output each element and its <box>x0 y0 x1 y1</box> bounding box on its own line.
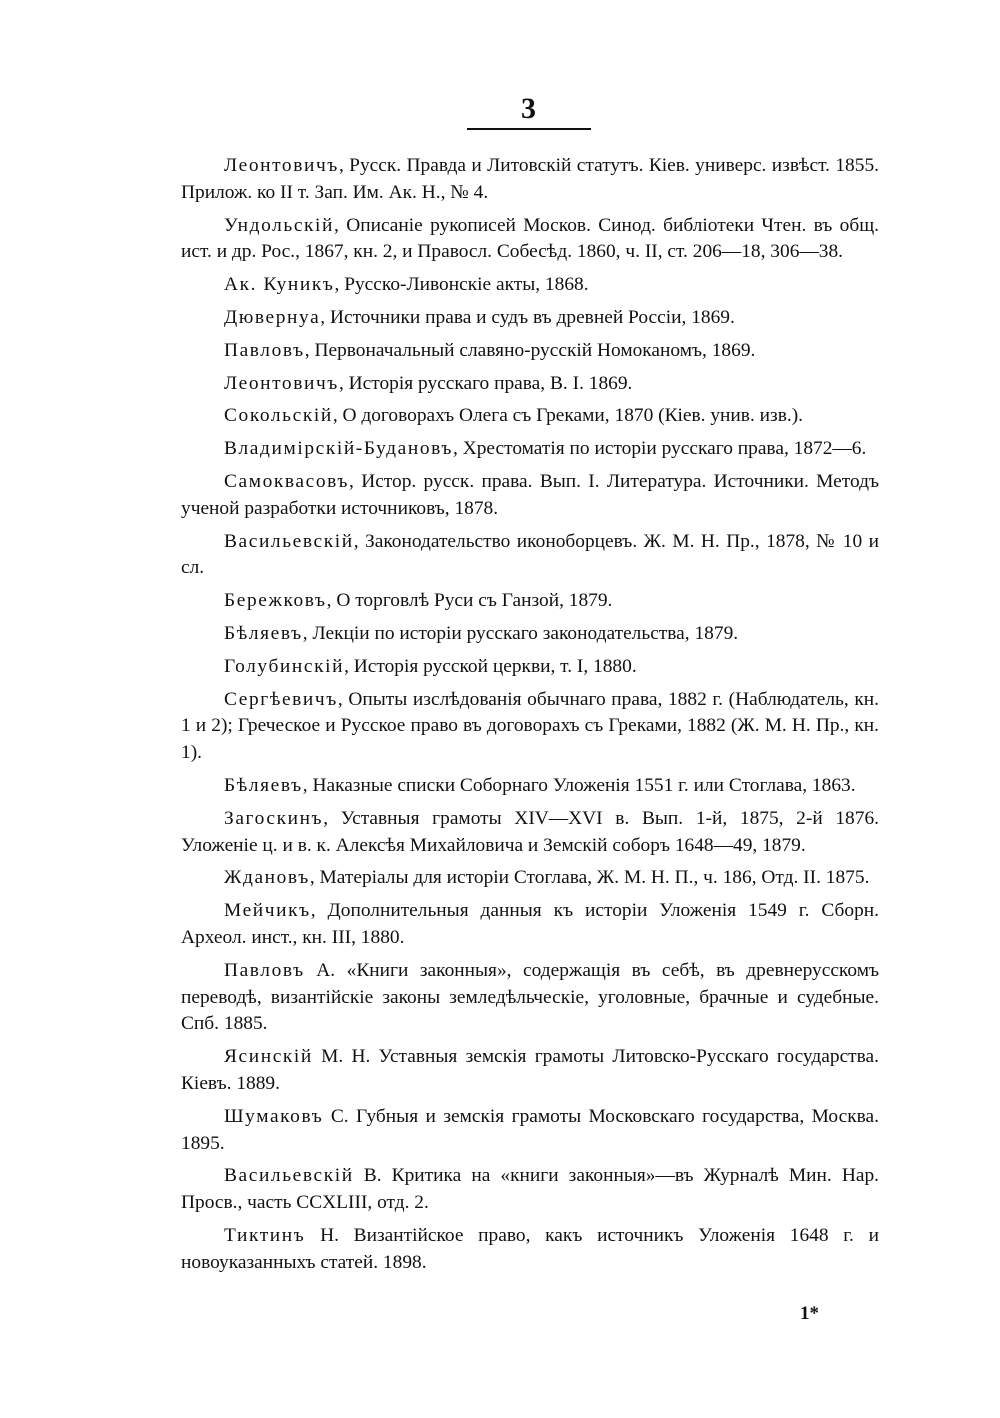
entry-text: , О договорахъ Олега съ Греками, 1870 (Кіев. унив. изв.). <box>332 405 804 427</box>
entry-text: М. Н. Уставныя земскія грамоты Литовско-Русскаго государства. Кіевъ. 1889. <box>181 1046 879 1094</box>
bibliography-entry <box>181 1104 879 1158</box>
bibliography-entry <box>181 687 879 767</box>
bibliography-entry <box>181 529 879 583</box>
bibliography-entry <box>181 865 879 892</box>
signature-mark: 1* <box>800 1303 819 1324</box>
bibliography-list <box>181 153 879 1282</box>
entry-author: Владимірскій-Будановъ <box>224 438 454 460</box>
page-number: 3 <box>521 92 537 125</box>
bibliography-entry <box>181 1044 879 1098</box>
bibliography-entry <box>181 958 879 1038</box>
entry-text: , Русск. Правда и Литовскій статутъ. Кіев. универс. извѣст. 1855. Прилож. ко II т. Зап. Им. Ак. Н., № 4. <box>181 155 879 203</box>
bibliography-entry <box>181 1163 879 1217</box>
entry-author: Тиктинъ <box>224 1224 306 1246</box>
bibliography-entry <box>181 436 879 463</box>
bibliography-entry <box>181 773 879 800</box>
entry-text: , О торговлѣ Руси съ Ганзой, 1879. <box>326 590 613 612</box>
entry-author: Бѣляевъ <box>224 622 303 644</box>
entry-text: , Первоначальный славяно-русскій Номоканомъ, 1869. <box>304 339 756 361</box>
entry-author: Ак. Куникъ <box>224 274 335 296</box>
bibliography-entry <box>181 654 879 681</box>
bibliography-entry <box>181 338 879 365</box>
bibliography-entry <box>181 1223 879 1277</box>
entry-author: Леонтовичъ <box>224 155 339 176</box>
entry-text: , Хрестоматія по исторіи русскаго права, 1872—6. <box>453 438 867 460</box>
entry-author: Сокольскій <box>224 405 333 427</box>
entry-text: , Наказные списки Соборнаго Уложенія 1551 г. или Стоглава, 1863. <box>302 774 856 796</box>
entry-text: В. Критика на «книги законныя»—въ Журналѣ Мин. Нар. Просв., часть CCXLIII, отд. 2. <box>181 1165 879 1214</box>
entry-text: , Русско-Ливонскіе акты, 1868. <box>334 274 589 296</box>
entry-text: Н. Византійское право, какъ источникъ Уложенія 1648 г. и новоуказанныхъ статей. 1898. <box>181 1224 879 1273</box>
entry-text: С. Губныя и земскія грамоты Московскаго государства, Москва. 1895. <box>181 1105 879 1154</box>
entry-author: Голубинскій <box>224 655 345 677</box>
entry-author: Самоквасовъ <box>224 470 350 492</box>
entry-author: Павловъ <box>224 959 305 981</box>
bibliography-entry <box>181 272 879 299</box>
entry-text: , Истор. русск. права. Вып. I. Литература. Источники. Методъ ученой разработки источниковъ, 1878. <box>181 470 879 519</box>
entry-author: Дювернуа <box>224 306 321 328</box>
entry-author: Бережковъ <box>224 590 327 612</box>
bibliography-entry <box>181 588 879 615</box>
bibliography-entry <box>181 371 879 398</box>
entry-text: , Исторія русской церкви, т. I, 1880. <box>344 655 637 677</box>
bibliography-entry <box>181 621 879 648</box>
entry-author: Павловъ <box>224 339 305 361</box>
entry-author: Сергѣевичъ <box>224 688 338 710</box>
entry-text: , Дополнительныя данныя къ исторіи Уложенія 1549 г. Сборн. Археол. инст., кн. III, 1880. <box>181 900 879 948</box>
entry-text: , Матеріалы для исторіи Стоглава, Ж. М. Н. П., ч. 186, Отд. II. 1875. <box>309 867 870 889</box>
entry-author: Васильевскій <box>224 1165 354 1187</box>
entry-text: , Исторія русскаго права, В. I. 1869. <box>338 372 633 394</box>
entry-text: А. «Книги законныя», содержащія въ себѣ, въ древнерусскомъ переводѣ, византійскіе законы земледѣльческіе, уголовные, брачные и судебные. Спб. 1885. <box>181 959 879 1035</box>
entry-text: , Уставныя грамоты XIV—XVI в. Вып. 1-й, 1875, 2-й 1876. Уложеніе ц. и в. к. Алексѣя Михайловича и Земскій соборъ 1648—49, 1879. <box>181 807 879 856</box>
entry-author: Ясинскій <box>224 1046 313 1068</box>
entry-author: Ундольскій <box>224 214 335 236</box>
entry-author: Леонтовичъ <box>224 372 339 394</box>
entry-text: , Лекціи по исторіи русскаго законодательства, 1879. <box>302 622 739 644</box>
entry-author: Шумаковъ <box>224 1105 324 1127</box>
entry-text: , Опыты изслѣдованія обычнаго права, 1882 г. (Наблюдатель, кн. 1 и 2); Греческое и Русское право въ договорахъ съ Греками, 1882 (Ж. М. Н. Пр., кн. 1). <box>181 688 879 764</box>
bibliography-entry <box>181 806 879 860</box>
bibliography-entry <box>181 898 879 952</box>
bibliography-entry <box>181 213 879 267</box>
entry-author: Васильевскій <box>224 530 354 552</box>
bibliography-entry <box>181 469 879 523</box>
entry-text: , Описаніе рукописей Москов. Синод. библіотеки Чтен. въ общ. ист. и др. Рос., 1867, кн. 2, и Правосл. Собесѣд. 1860, ч. II, ст. 206—18, 306—38. <box>181 214 879 263</box>
entry-author: Мейчикъ <box>224 900 311 922</box>
entry-text: , Законодательство иконоборцевъ. Ж. М. Н. Пр., 1878, № 10 и сл. <box>181 530 879 579</box>
entry-author: Бѣляевъ <box>224 774 303 796</box>
bibliography-entry <box>181 305 879 332</box>
page-number-rule <box>467 128 591 130</box>
bibliography-entry <box>181 403 879 430</box>
entry-author: Загоскинъ <box>224 807 324 829</box>
entry-author: Ждановъ <box>224 867 310 889</box>
bibliography-entry <box>181 153 879 207</box>
entry-text: , Источники права и судъ въ древней Россіи, 1869. <box>320 306 735 328</box>
